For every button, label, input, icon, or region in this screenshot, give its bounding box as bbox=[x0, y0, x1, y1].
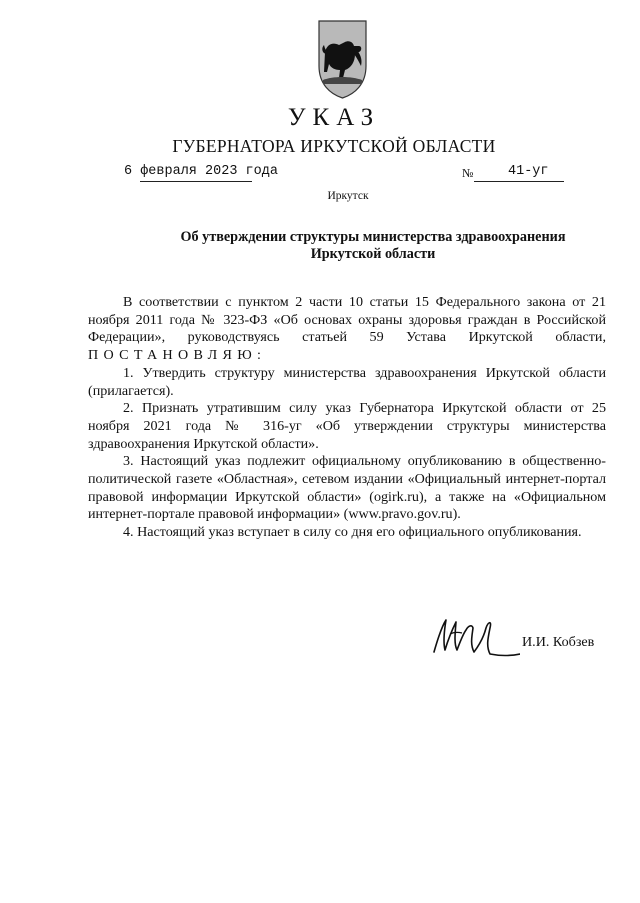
signature-icon bbox=[430, 612, 520, 660]
document-title: УКАЗ bbox=[287, 104, 381, 131]
document-body bbox=[88, 294, 606, 542]
signer-name: И.И. Кобзев bbox=[522, 634, 595, 650]
preamble-paragraph: В соответствии с пунктом 2 части 10 статьи 15 Федерального закона от 21 ноября 2011 года № 323-ФЗ «Об основах охраны здоровья граждан в Российской Федерации», руководствуясь статьей 59 Устава Иркутской области, bbox=[88, 294, 606, 346]
document-number: 41-уг bbox=[508, 164, 549, 179]
item-paragraph: 2. Признать утратившим силу указ Губернатора Иркутской области от 25 ноября 2021 года № 316-уг «Об утверждении структуры министерства здравоохранения Иркутской области». bbox=[88, 400, 606, 452]
number-sign: № bbox=[462, 166, 474, 180]
item-paragraph: 1. Утвердить структуру министерства здравоохранения Иркутской области (прилагается). bbox=[88, 364, 606, 399]
item-paragraph: 4. Настоящий указ вступает в силу со дня его официального опубликования. bbox=[123, 524, 582, 541]
date-underline bbox=[140, 181, 252, 182]
document-city: Иркутск bbox=[327, 190, 369, 202]
heading-line-2: Иркутской области bbox=[310, 246, 436, 262]
document-heading bbox=[140, 229, 606, 263]
coat-of-arms-icon bbox=[315, 18, 370, 100]
heading-line-1: Об утверждении структуры министерства здравоохранения bbox=[180, 229, 566, 245]
decree-word: ПОСТАНОВЛЯЮ: bbox=[88, 347, 267, 364]
document-subtitle: ГУБЕРНАТОРА ИРКУТСКОЙ ОБЛАСТИ bbox=[172, 136, 496, 156]
document-date: 6 февраля 2023 года bbox=[124, 164, 278, 179]
item-paragraph: 3. Настоящий указ подлежит официальному опубликованию в общественно-политической газете «Областная», сетевом издании «Официальный интернет-портал правовой информации Иркутской области» (ogirk.ru), а также на «Официальном интернет-портале правовой информации» (www.pravo.gov.ru). bbox=[88, 453, 606, 523]
number-underline bbox=[474, 181, 564, 182]
